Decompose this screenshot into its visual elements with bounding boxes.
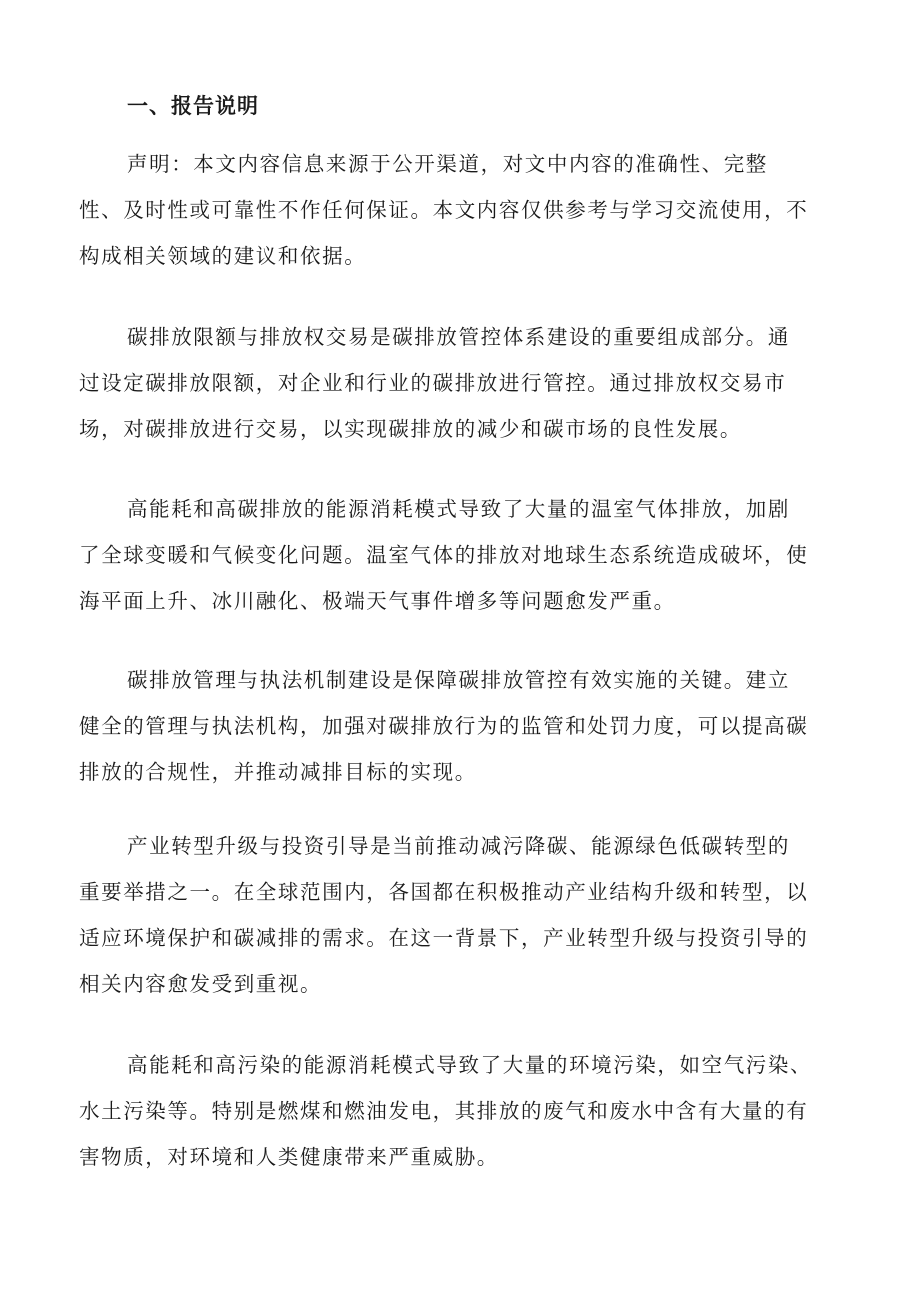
paragraph-line: 健全的管理与执法机构，加强对碳排放行为的监管和处罚力度，可以提高碳	[79, 714, 809, 738]
paragraph-line: 排放的合规性，并推动减排目标的实现。	[79, 760, 477, 784]
paragraph-line: 过设定碳排放限额，对企业和行业的碳排放进行管控。通过排放权交易市	[79, 371, 787, 395]
paragraph-line: 了全球变暖和气候变化问题。温室气体的排放对地球生态系统造成破坏，使	[79, 543, 809, 567]
paragraph-line: 性、及时性或可靠性不作任何保证。本文内容仅供参考与学习交流使用，不	[79, 198, 809, 222]
paragraph-line: 高能耗和高碳排放的能源消耗模式导致了大量的温室气体排放，加剧	[127, 497, 790, 521]
paragraph-line: 海平面上升、冰川融化、极端天气事件增多等问题愈发严重。	[79, 589, 676, 613]
paragraph-line: 水土污染等。特别是燃煤和燃油发电，其排放的废气和废水中含有大量的有	[79, 1099, 809, 1123]
paragraph-line: 高能耗和高污染的能源消耗模式导致了大量的环境污染，如空气污染、	[127, 1053, 813, 1077]
paragraph-pollution	[79, 1042, 849, 1180]
paragraph-line: 构成相关领域的建议和依据。	[79, 244, 367, 268]
paragraph-disclaimer	[79, 141, 849, 279]
paragraph-line: 害物质，对环境和人类健康带来严重威胁。	[79, 1145, 499, 1169]
paragraph-line: 重要举措之一。在全球范围内，各国都在积极推动产业结构升级和转型，以	[79, 880, 809, 904]
paragraph-enforcement	[79, 657, 849, 795]
paragraph-line: 碳排放管理与执法机制建设是保障碳排放管控有效实施的关键。建立	[127, 668, 790, 692]
paragraph-carbon-quota	[79, 314, 849, 452]
paragraph-line: 适应环境保护和碳减排的需求。在这一背景下，产业转型升级与投资引导的	[79, 926, 809, 950]
paragraph-greenhouse	[79, 486, 849, 624]
paragraph-line: 产业转型升级与投资引导是当前推动减污降碳、能源绿色低碳转型的	[127, 834, 790, 858]
paragraph-industry-transition	[79, 823, 849, 1007]
section-heading: 一、报告说明	[127, 93, 259, 118]
paragraph-line: 碳排放限额与排放权交易是碳排放管控体系建设的重要组成部分。通	[127, 325, 790, 349]
paragraph-line: 场，对碳排放进行交易，以实现碳排放的减少和碳市场的良性发展。	[79, 417, 742, 441]
paragraph-line: 声明：本文内容信息来源于公开渠道，对文中内容的准确性、完整	[127, 152, 768, 176]
paragraph-line: 相关内容愈发受到重视。	[79, 972, 323, 996]
